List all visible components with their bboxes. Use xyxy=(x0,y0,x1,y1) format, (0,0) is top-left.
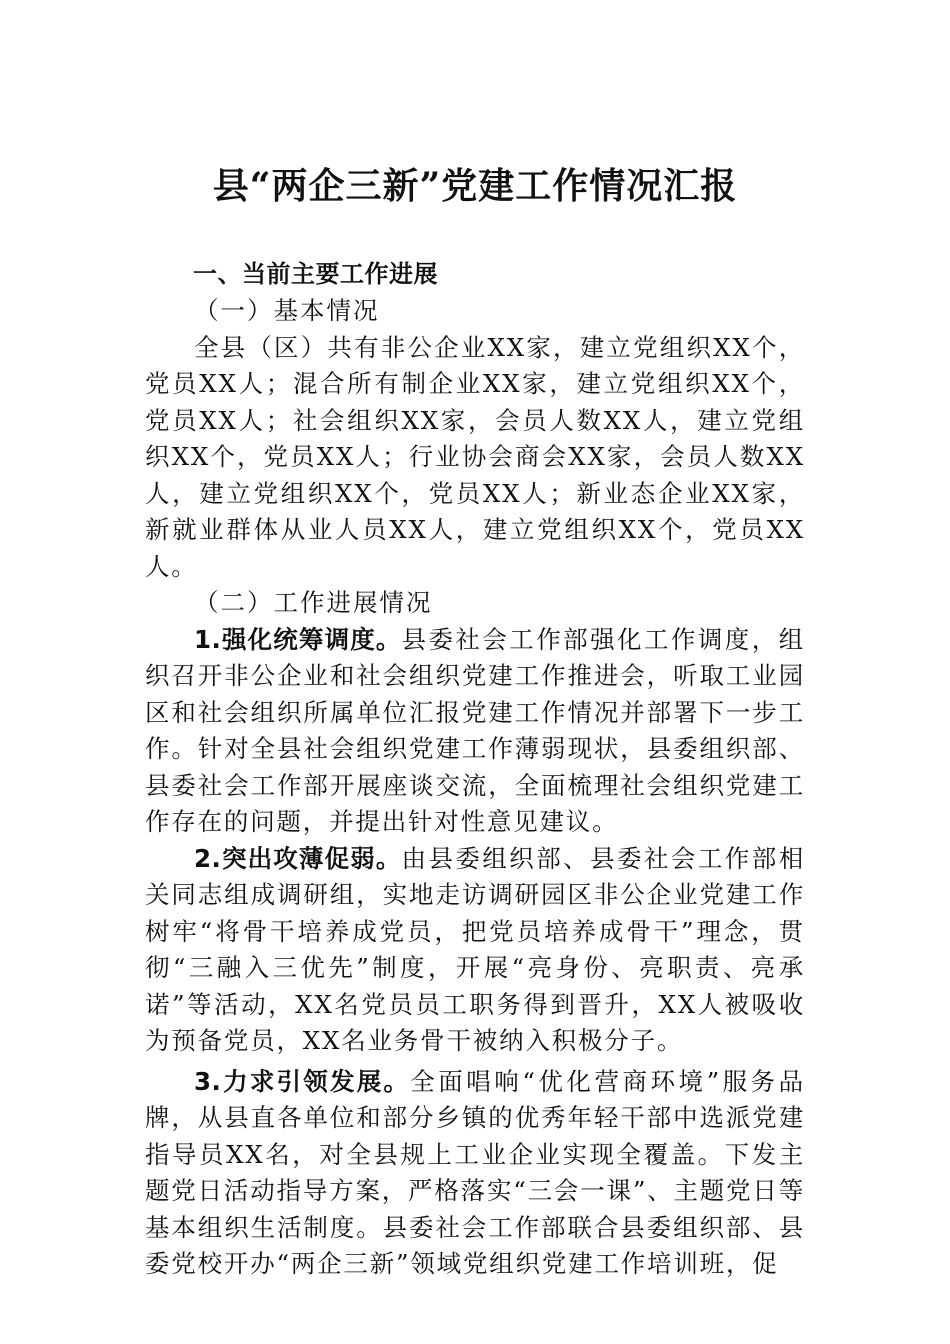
progress-item-1 xyxy=(145,622,805,841)
progress-item-1-lead: 1.强化统筹调度。 xyxy=(194,624,402,654)
progress-item-1-text: 县委社会工作部强化工作调度，组织召开非公企业和社会组织党建工作推进会，听取工业园区和社会组织所属单位汇报党建工作情况并部署下一步工作。针对全县社会组织党建工作薄弱现状，县委组织部、县委社会工作部开展座谈交流，全面梳理社会组织党建工作存在的问题，并提出针对性意见建议。 xyxy=(145,624,805,836)
progress-item-3-text: 全面唱响“优化营商环境”服务品牌，从县直各单位和部分乡镇的优秀年轻干部中选派党建指导员XX名，对全县规上工业企业实现全覆盖。下发主题党日活动指导方案，严格落实“三会一课”、主题党日等基本组织生活制度。县委社会工作部联合县委组织部、县委党校开办“两企三新”领域党组织党建工作培训班，促 xyxy=(145,1066,805,1278)
basic-situation-paragraph: 全县（区）共有非公企业XX家，建立党组织XX个，党员XX人；混合所有制企业XX家，建立党组织XX个，党员XX人；社会组织XX家，会员人数XX人，建立党组织XX个，党员XX人；行业协会商会XX家，会员人数XX人，建立党组织XX个，党员XX人；新业态企业XX家，新就业群体从业人员XX人，建立党组织XX个，党员XX人。 xyxy=(145,332,805,581)
section-heading-1: 一、当前主要工作进展 xyxy=(193,260,438,288)
progress-item-2-lead: 2.突出攻薄促弱。 xyxy=(194,843,402,873)
progress-item-2-text: 由县委组织部、县委社会工作部相关同志组成调研组，实地走访调研园区非公企业党建工作树牢“将骨干培养成党员，把党员培养成骨干”理念，贯彻“三融入三优先”制度，开展“亮身份、亮职责、亮承诺”等活动，XX名党员员工职务得到晋升，XX人被吸收为预备党员，XX名业务骨干被纳入积极分子。 xyxy=(145,843,805,1055)
document-body xyxy=(145,255,805,1283)
progress-item-3 xyxy=(145,1064,805,1283)
progress-item-2 xyxy=(145,841,805,1060)
progress-item-3-lead: 3.力求引领发展。 xyxy=(194,1066,411,1096)
subsection-heading-basic: （一）基本情况 xyxy=(194,296,380,325)
document-title: 县“两企三新”党建工作情况汇报 xyxy=(212,165,738,207)
subsection-heading-progress: （二）工作进展情况 xyxy=(194,588,433,617)
